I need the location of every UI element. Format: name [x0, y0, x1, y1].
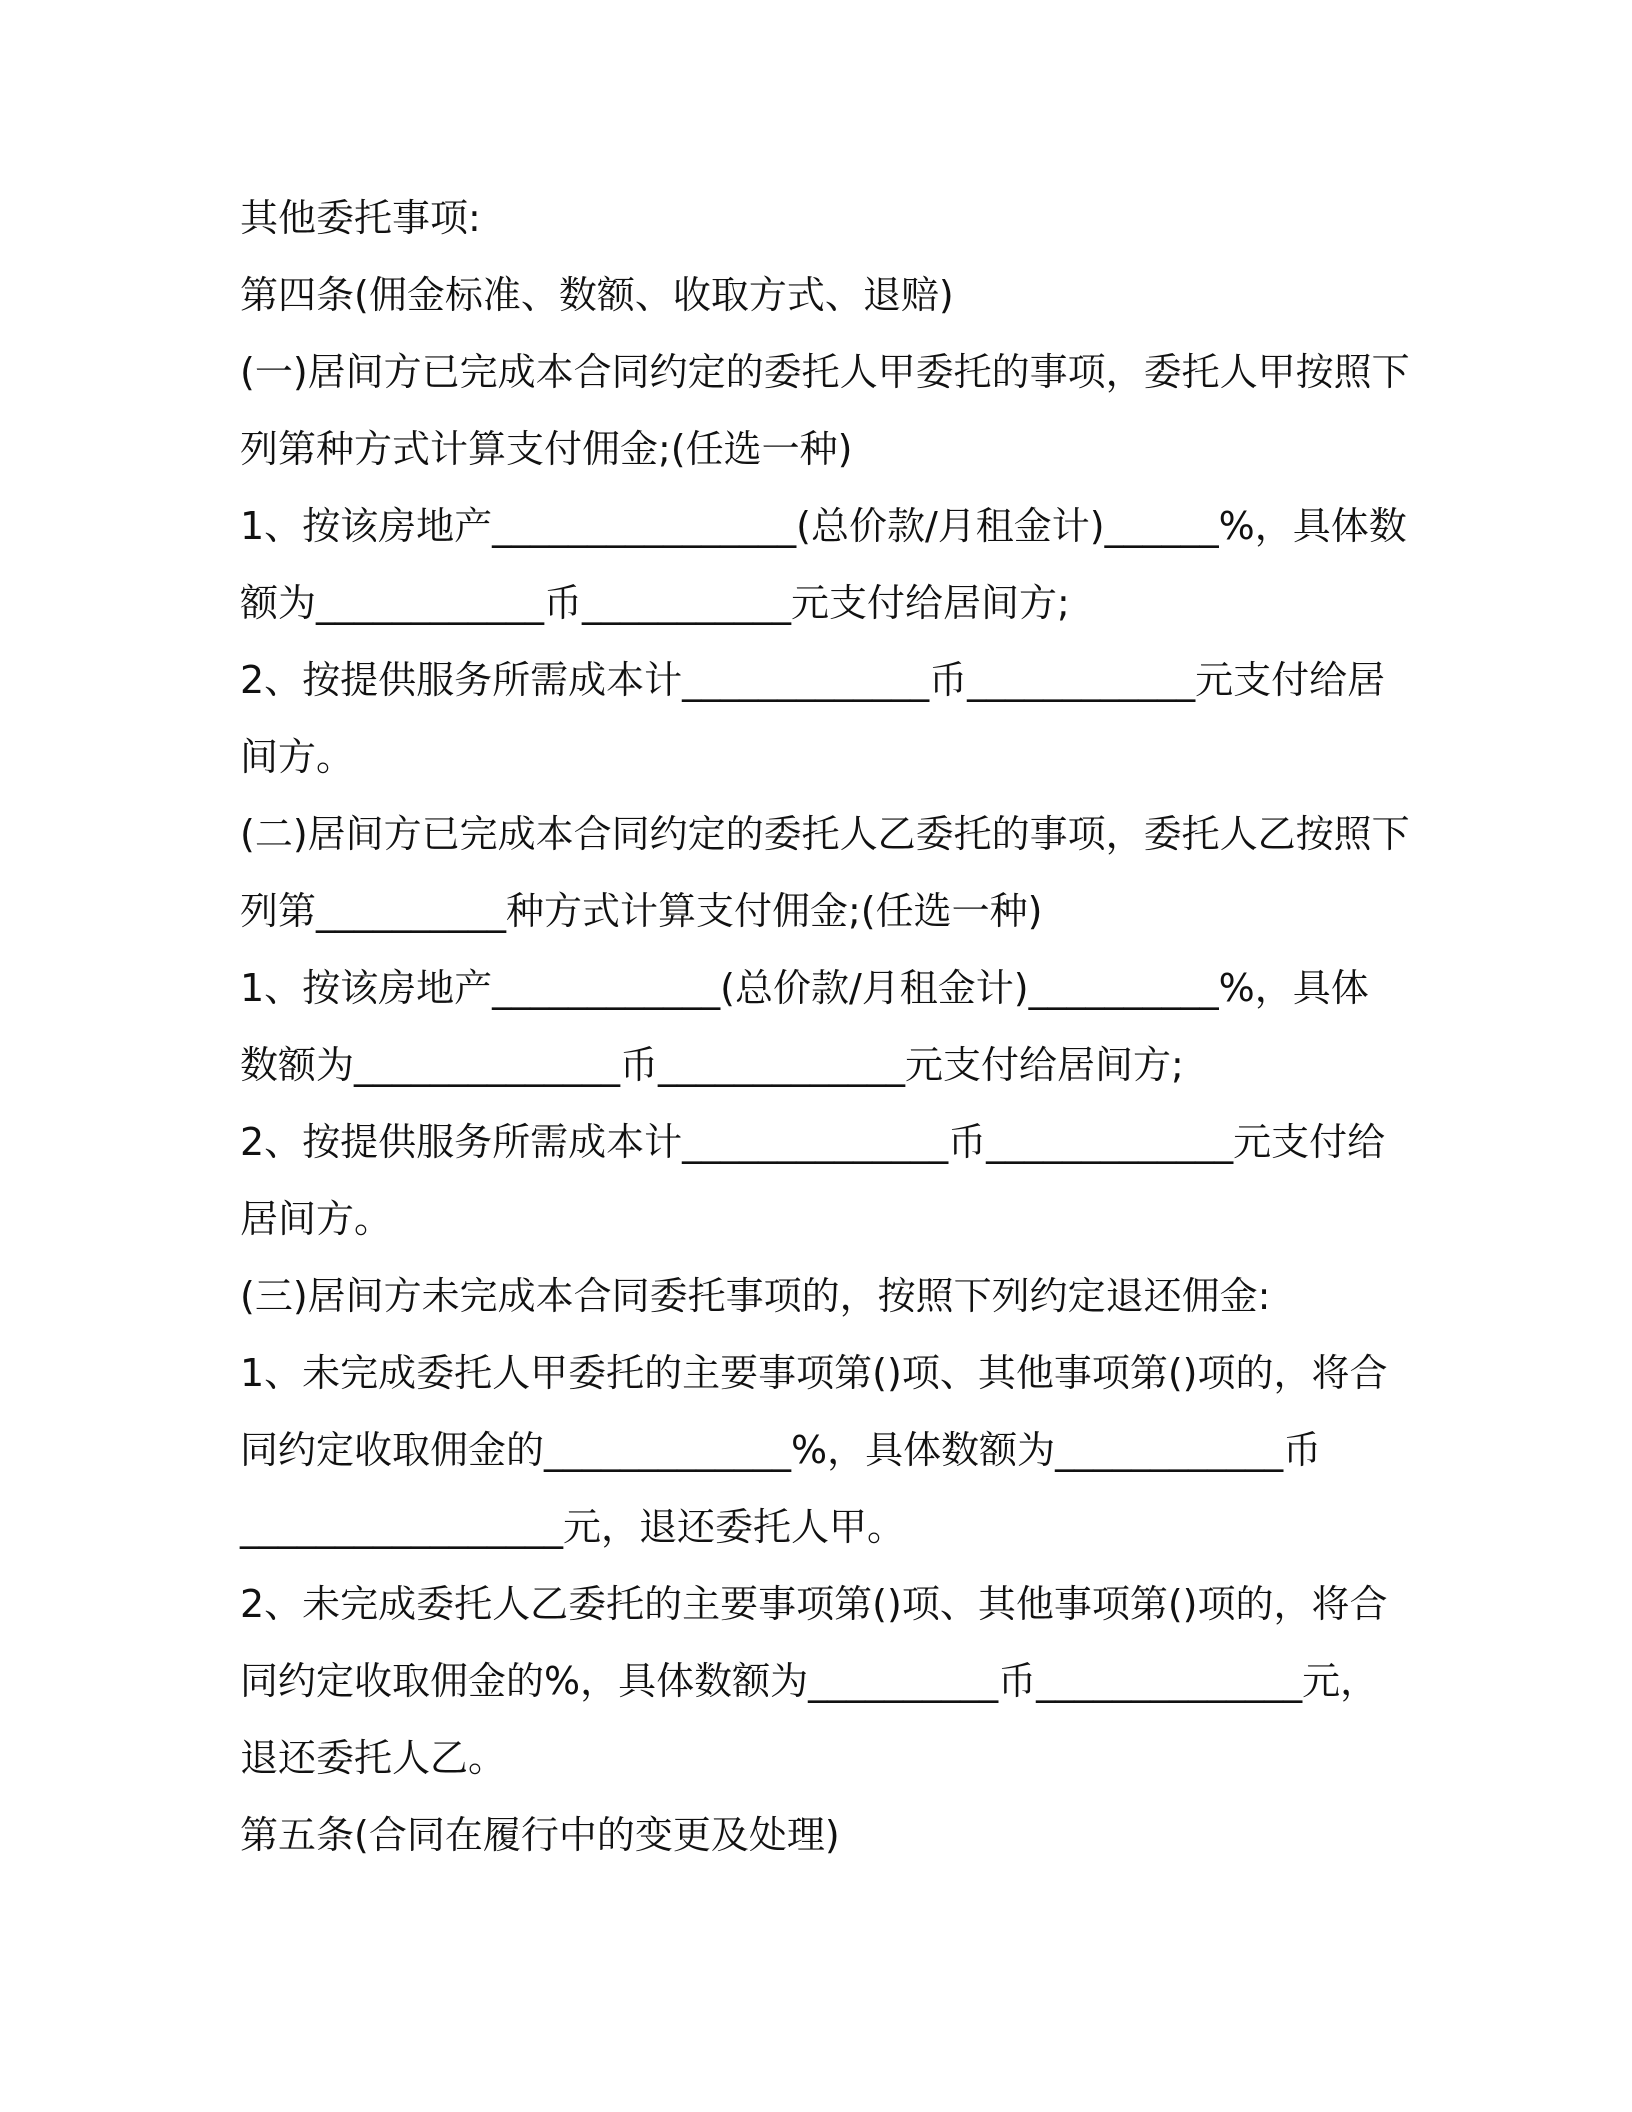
text-line: _________________元，退还委托人甲。	[240, 1505, 906, 1549]
text-line: 其他委托事项:	[240, 196, 481, 240]
text-line: 间方。	[240, 735, 355, 779]
text-line: 额为____________币___________元支付给居间方;	[240, 581, 1070, 625]
text-line: 1、按该房地产________________(总价款/月租金计)______%，具体数	[240, 504, 1407, 548]
text-line: 居间方。	[240, 1197, 393, 1241]
text-line: (二)居间方已完成本合同约定的委托人乙委托的事项，委托人乙按照下	[240, 812, 1410, 856]
text-line: 数额为______________币_____________元支付给居间方;	[240, 1043, 1184, 1087]
text-line: 同约定收取佣金的_____________%，具体数额为____________币	[240, 1428, 1322, 1472]
text-line: 2、按提供服务所需成本计______________币_____________元支付给	[240, 1120, 1386, 1164]
text-line: (一)居间方已完成本合同约定的委托人甲委托的事项，委托人甲按照下	[240, 350, 1410, 394]
text-line: 2、未完成委托人乙委托的主要事项第()项、其他事项第()项的，将合	[240, 1582, 1388, 1626]
text-line: 1、未完成委托人甲委托的主要事项第()项、其他事项第()项的，将合	[240, 1351, 1388, 1395]
section-heading: 第五条(合同在履行中的变更及处理)	[240, 1813, 840, 1857]
section-heading: 第四条(佣金标准、数额、收取方式、退赔)	[240, 273, 954, 317]
text-line: 列第种方式计算支付佣金;(任选一种)	[240, 427, 853, 471]
text-line: 退还委托人乙。	[240, 1736, 507, 1780]
text-line: 列第__________种方式计算支付佣金;(任选一种)	[240, 889, 1043, 933]
text-line: (三)居间方未完成本合同委托事项的，按照下列约定退还佣金:	[240, 1274, 1271, 1318]
text-line: 1、按该房地产____________(总价款/月租金计)__________%，具体	[240, 966, 1369, 1010]
text-line: 同约定收取佣金的%，具体数额为__________币______________元，	[240, 1659, 1379, 1703]
text-line: 2、按提供服务所需成本计_____________币____________元支付给居	[240, 658, 1386, 702]
